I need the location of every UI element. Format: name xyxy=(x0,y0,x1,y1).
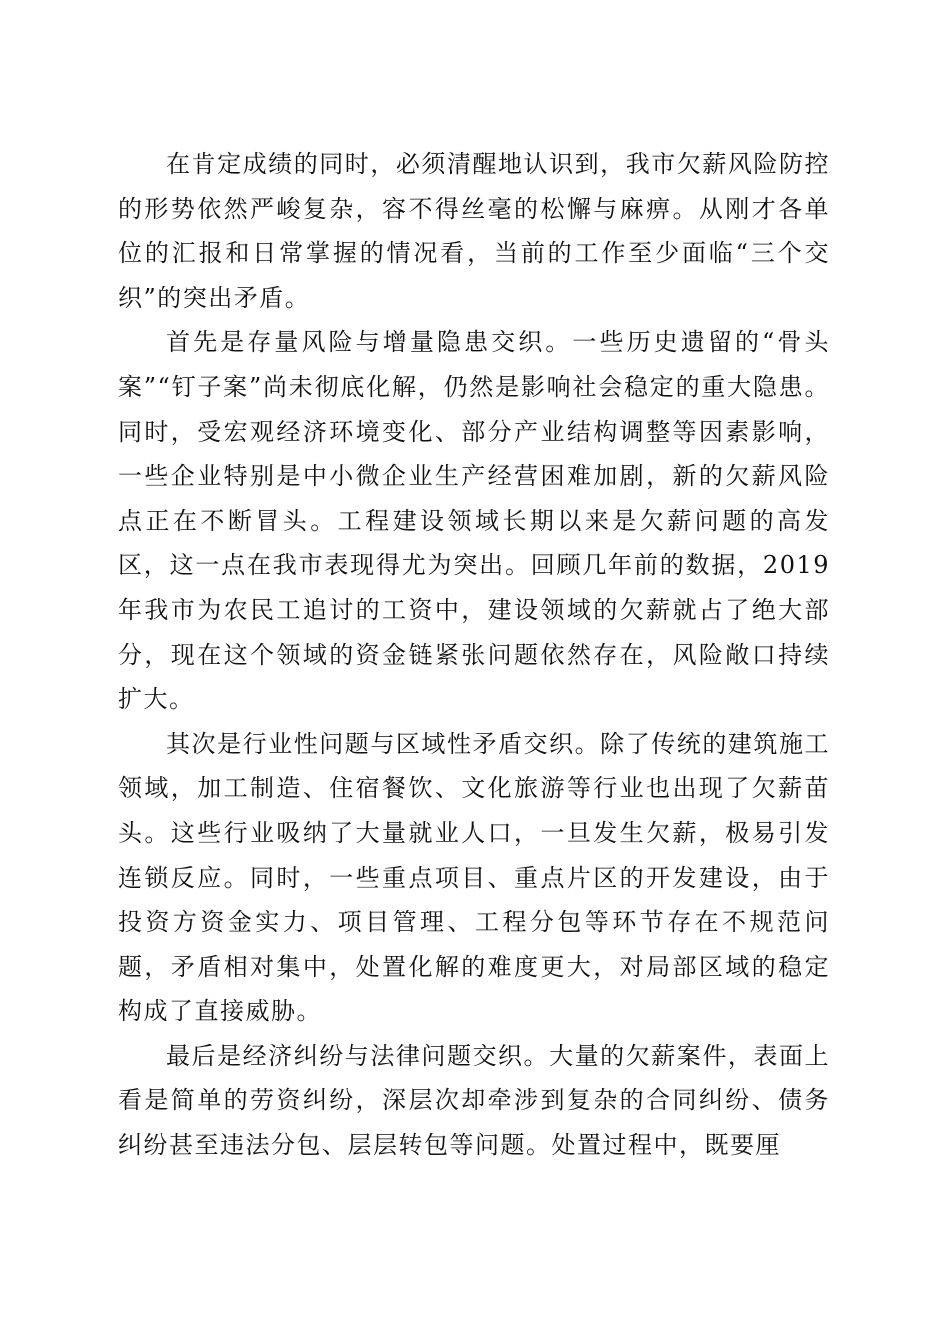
paragraph-4: 最后是经济纠纷与法律问题交织。大量的欠薪案件，表面上看是简单的劳资纠纷，深层次却牵涉到复杂的合同纠纷、债务纠纷甚至违法分包、层层转包等问题。处置过程中，既要厘 xyxy=(118,1041,830,1160)
paragraph-3: 其次是行业性问题与区域性矛盾交织。除了传统的建筑施工领域，加工制造、住宿餐饮、文化旅游等行业也出现了欠薪苗头。这些行业吸纳了大量就业人口，一旦发生欠薪，极易引发连锁反应。同时，一些重点项目、重点片区的开发建设，由于投资方资金实力、项目管理、工程分包等环节存在不规范问题，矛盾相对集中，处置化解的难度更大，对局部区域的稳定构成了直接威胁。 xyxy=(118,729,830,1026)
document-body xyxy=(118,142,830,1168)
paragraph-1: 在肯定成绩的同时，必须清醒地认识到，我市欠薪风险防控的形势依然严峻复杂，容不得丝毫的松懈与麻痹。从刚才各单位的汇报和日常掌握的情况看，当前的工作至少面临“三个交织”的突出矛盾。 xyxy=(118,150,830,312)
paragraph-2: 首先是存量风险与增量隐患交织。一些历史遗留的“骨头案”“钉子案”尚未彻底化解，仍然是影响社会稳定的重大隐患。同时，受宏观经济环境变化、部分产业结构调整等因素影响，一些企业特别是中小微企业生产经营困难加剧，新的欠薪风险点正在不断冒头。工程建设领域长期以来是欠薪问题的高发区，这一点在我市表现得尤为突出。回顾几年前的数据，2019年我市为农民工追讨的工资中，建设领域的欠薪就占了绝大部分，现在这个领域的资金链紧张问题依然存在，风险敞口持续扩大。 xyxy=(118,328,830,714)
